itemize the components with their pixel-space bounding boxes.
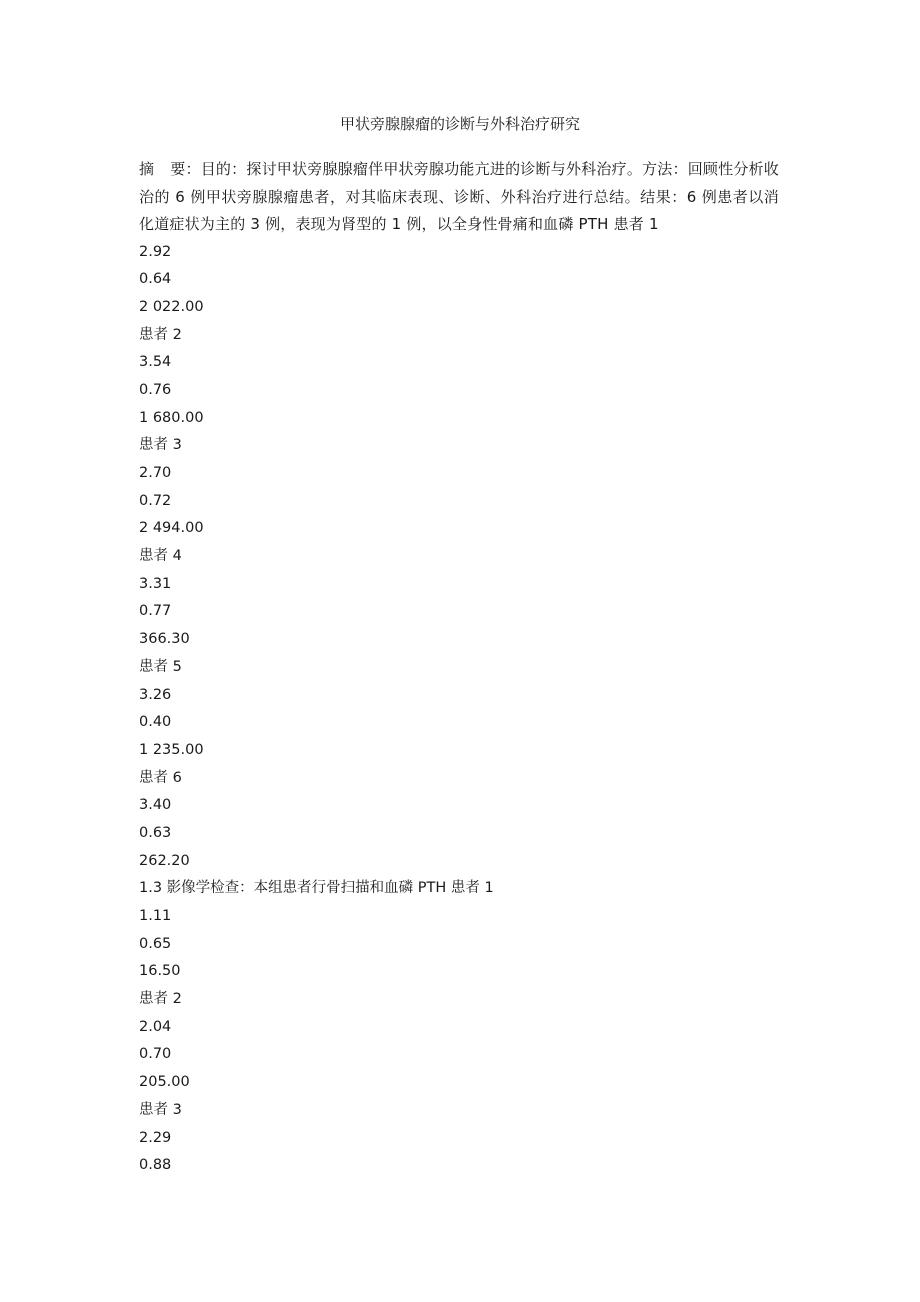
- text-line: 0.65: [139, 935, 172, 952]
- abstract-paragraph: [139, 156, 779, 239]
- text-line: 0.76: [139, 381, 172, 398]
- text-line: 患者 6: [139, 769, 182, 786]
- abstract-text: 要：目的：探讨甲状旁腺腺瘤伴甲状旁腺功能亢进的诊断与外科治疗。方法：回顾性分析收治的 6 例甲状旁腺腺瘤患者，对其临床表现、诊断、外科治疗进行总结。结果：6 例患者以消化道症状为主的 3 例，表现为肾型的 1 例，以全身性骨痛和血磷 PTH 患者 1: [139, 160, 780, 234]
- text-line: 患者 5: [139, 658, 182, 675]
- text-line: 0.64: [139, 271, 172, 288]
- text-line: 2.92: [139, 243, 172, 260]
- text-line: 1.11: [139, 908, 172, 924]
- text-line: 2.04: [139, 1018, 172, 1035]
- text-line: 2.70: [139, 465, 172, 481]
- text-line: 患者 3: [139, 1101, 182, 1118]
- text-line: 患者 4: [139, 548, 182, 565]
- text-line: 0.70: [139, 1046, 172, 1063]
- text-line: 262.20: [139, 852, 190, 869]
- text-line: 1 235.00: [139, 741, 204, 758]
- data-lines: [139, 239, 779, 1180]
- text-line: 2 494.00: [139, 520, 204, 537]
- document-title: 甲状旁腺腺瘤的诊断与外科治疗研究: [339, 115, 580, 133]
- text-line: 患者 3: [139, 437, 182, 454]
- text-line: 3.26: [139, 686, 172, 703]
- text-line: 0.72: [139, 492, 172, 509]
- text-line: 0.88: [139, 1157, 172, 1174]
- text-line: 16.50: [139, 963, 181, 980]
- section-heading-line: 1.3 影像学检查：本组患者行骨扫描和血磷 PTH 患者 1: [139, 880, 494, 897]
- text-line: 0.63: [139, 824, 172, 841]
- text-line: 0.77: [139, 603, 172, 620]
- text-line: 3.31: [139, 575, 172, 592]
- text-line: 2.29: [139, 1129, 172, 1146]
- text-line: 2 022.00: [139, 298, 204, 315]
- text-line: 366.30: [139, 631, 190, 648]
- text-line: 患者 2: [139, 326, 182, 343]
- text-line: 患者 2: [139, 991, 182, 1008]
- abstract-label-part1: 摘: [139, 160, 155, 178]
- text-line: 3.54: [139, 354, 172, 371]
- text-line: 3.40: [139, 797, 172, 814]
- text-line: 0.40: [139, 714, 172, 731]
- text-line: 205.00: [139, 1074, 190, 1091]
- text-line: 1 680.00: [139, 409, 204, 426]
